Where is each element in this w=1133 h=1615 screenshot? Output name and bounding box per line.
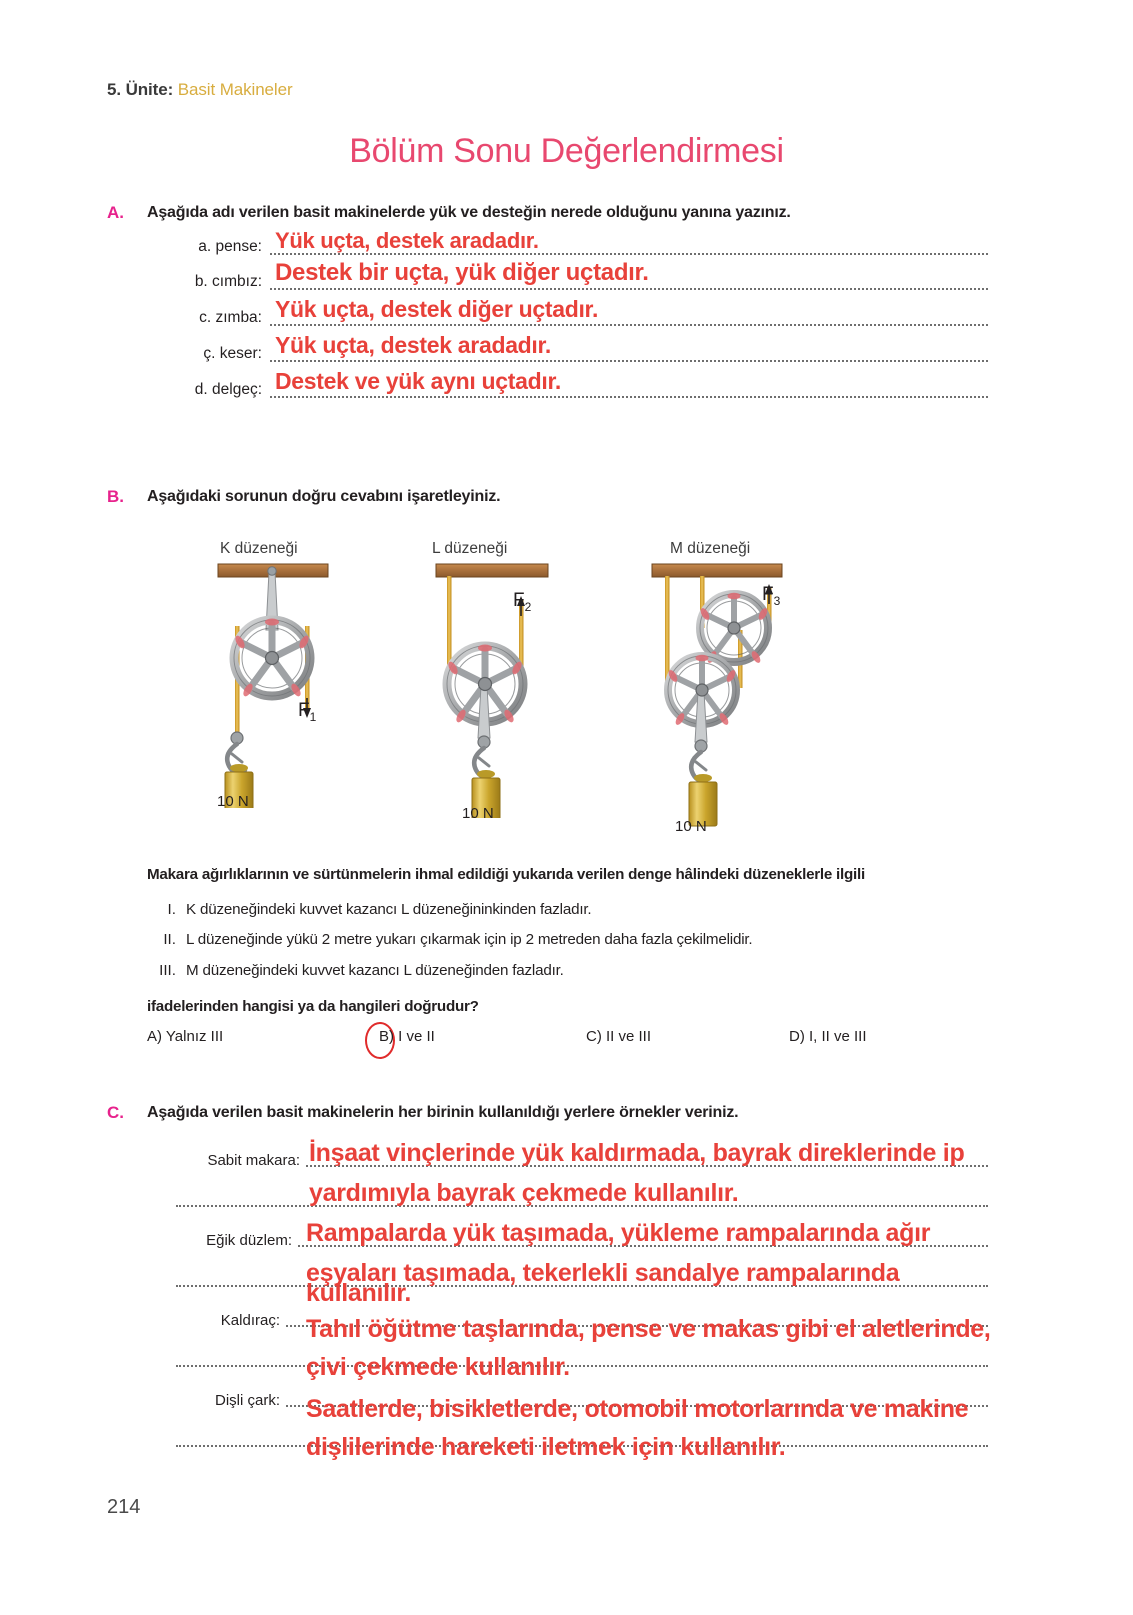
answer-row-delgec[interactable] [170,368,988,401]
option-b-key: B) [379,1028,394,1045]
answer-row-sabit-makara-cont[interactable] [176,1180,988,1210]
statement-number-1: I. [167,901,176,918]
option-c-key: C) [586,1028,602,1045]
option-b[interactable] [379,1028,435,1045]
answer-row-egik-duzlem[interactable] [176,1220,988,1250]
statement-text-1: K düzeneğindeki kuvvet kazancı L düzeneğininkinden fazladır. [186,901,592,918]
section-a-prompt: Aşağıda adı verilen basit makinelerde yük ve desteğin nerede olduğunu yanına yazınız. [147,204,791,221]
diagram-caption-l: L düzeneği [432,540,508,557]
dotted-line [270,396,988,398]
row-label: d. delgeç: [194,381,262,398]
dotted-line [270,360,988,362]
option-d-text: I, II ve III [809,1028,867,1045]
statement-text-3: M düzeneğindeki kuvvet kazancı L düzeneğinden fazladır. [186,962,564,979]
weight-label-k: 10 N [217,793,249,810]
section-c-prompt: Aşağıda verilen basit makinelerin her birinin kullanıldığı yerlere örnekler veriniz. [147,1104,739,1121]
handwritten-answer-egik-line3: kullanılır. [306,1279,412,1307]
page-title: Bölüm Sonu Değerlendirmesi [349,132,784,170]
option-a-text: Yalnız III [165,1028,224,1045]
answer-row-kaldirac[interactable] [176,1279,991,1343]
dotted-line [270,288,988,290]
row-label: Dişli çark: [214,1392,280,1409]
statement-number-3: III. [159,962,176,979]
row-label: a. pense: [198,238,262,255]
row-label: c. zımba: [199,309,262,326]
answer-row-zimba[interactable] [170,296,988,329]
page-number: 214 [107,1496,141,1518]
diagram-caption-k: K düzeneği [220,540,298,557]
option-a[interactable] [147,1028,223,1045]
option-c-text: II ve III [606,1028,652,1045]
force-label-f2 [513,590,531,614]
pulley-diagram-m [640,558,810,833]
answer-row-pense[interactable] [170,228,988,258]
answer-row-cimbiz[interactable] [170,259,988,293]
statement-number-2: II. [163,931,176,948]
handwritten-answer: Yük uçta, destek aradadır. [275,332,551,358]
dotted-line [176,1365,988,1367]
handwritten-answer: Destek bir uçta, yük diğer uçtadır. [275,259,649,286]
answer-row-kaldirac-cont[interactable] [176,1340,988,1381]
option-b-text: I ve II [398,1028,435,1045]
force-subscript: 1 [309,709,317,724]
diagram-caption-m: M düzeneği [670,540,751,557]
option-d[interactable] [789,1028,867,1045]
weight-label-m: 10 N [675,818,707,835]
handwritten-answer-line2: yardımıyla bayrak çekmede kullanılır. [309,1179,739,1207]
statement-text-2: L düzeneğinde yükü 2 metre yukarı çıkarmak için ip 2 metreden daha fazla çekilmelidir. [186,931,753,948]
unit-number: 5. Ünite: [107,80,174,99]
handwritten-answer: Yük uçta, destek aradadır. [275,228,539,253]
answer-row-egik-duzlem-cont1[interactable] [176,1260,988,1290]
handwritten-answer-line2: eşyaları taşımada, tekerlekli sandalye rampalarında [306,1259,900,1287]
force-subscript: 3 [773,593,781,608]
question-instruction: ifadelerinden hangisi ya da hangileri doğrudur? [147,998,479,1015]
force-symbol: F [513,590,525,611]
section-a-letter: A. [107,203,124,222]
answer-row-sabit-makara[interactable] [176,1140,988,1170]
option-d-key: D) [789,1028,805,1045]
row-label: Sabit makara: [207,1152,300,1169]
handwritten-answer-line1: Rampalarda yük taşımada, yükleme rampalarında ağır [306,1219,931,1247]
handwritten-answer: Destek ve yük aynı uçtadır. [275,368,561,394]
unit-breadcrumb [107,80,293,100]
question-stem: Makara ağırlıklarının ve sürtünmelerin ihmal edildiği yukarıda verilen denge hâlindeki düzeneklerle ilgili [147,866,865,883]
handwritten-answer-line1: Saatlerde, bisikletlerde, otomobil motorlarında ve makine [306,1395,969,1423]
pulley-diagram-k [200,558,360,808]
force-symbol: F [762,584,774,605]
weight-label-l: 10 N [462,805,494,822]
row-label: b. cımbız: [194,273,262,290]
row-label: ç. keser: [203,345,262,362]
dotted-line [270,324,988,326]
force-label-f1 [298,700,316,724]
handwritten-answer: Yük uçta, destek diğer uçtadır. [275,296,599,322]
force-symbol: F [298,700,310,721]
answer-row-disli-cark[interactable] [176,1380,988,1423]
row-label: Eğik düzlem: [206,1232,292,1249]
section-b-prompt: Aşağıdaki sorunun doğru cevabını işaretleyiniz. [147,488,501,505]
handwritten-answer-line2: çivi çekmede kullanılır. [306,1353,570,1381]
handwritten-answer-line2: dişlilerinde hareketi iletmek için kullanılır. [306,1433,786,1461]
option-c[interactable] [586,1028,651,1045]
handwritten-answer-line1: İnşaat vinçlerinde yük kaldırmada, bayrak direklerinde ip [309,1139,965,1167]
answer-row-keser[interactable] [170,332,988,365]
row-label: Kaldıraç: [220,1312,280,1329]
force-label-f3 [762,584,780,608]
option-a-key: A) [147,1028,162,1045]
force-subscript: 2 [524,599,532,614]
pulley-diagram-l [418,558,578,818]
unit-name: Basit Makineler [177,80,293,99]
section-b-letter: B. [107,487,124,506]
handwritten-answer-line1: Tahıl öğütme taşlarında, pense ve makas gibi el aletlerinde, [306,1315,991,1343]
section-c-letter: C. [107,1103,124,1122]
answer-row-disli-cark-cont[interactable] [176,1420,988,1461]
